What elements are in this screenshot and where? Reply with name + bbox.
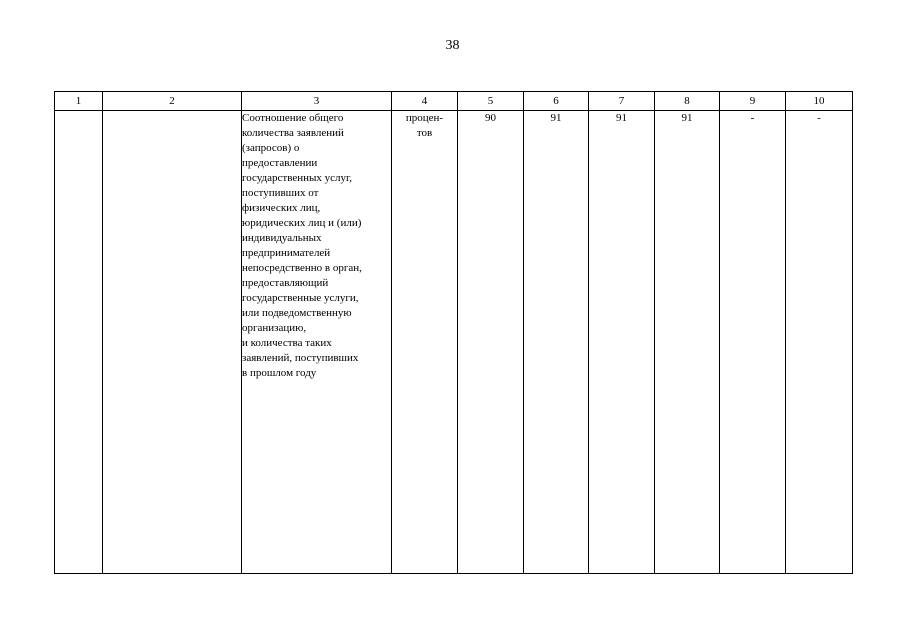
indicator-description-cell: Соотношение общего количества заявлений (запросов) о предоставлении государственных услуг, поступивших от физических лиц, юридических лиц и (или) индивидуальных предпринимателей непосредственно в орган, предоставляющий государственные услуги, или подведомственную организацию, и количества таких заявлений, поступивших в прошлом году — [242, 111, 392, 574]
column-header: 5 — [458, 92, 524, 111]
row-number-cell — [55, 111, 103, 574]
unit-cell: процен- тов — [392, 111, 458, 574]
column-header: 1 — [55, 92, 103, 111]
value-cell: 91 — [524, 111, 589, 574]
column-header: 7 — [589, 92, 655, 111]
column-header: 9 — [720, 92, 786, 111]
page-number: 38 — [445, 38, 460, 53]
indicator-name-cell — [103, 111, 242, 574]
value-cell: 91 — [655, 111, 720, 574]
table-row — [55, 111, 853, 574]
column-header: 4 — [392, 92, 458, 111]
value-cell: 90 — [458, 111, 524, 574]
table-header-row — [55, 92, 853, 111]
column-header: 8 — [655, 92, 720, 111]
column-header: 6 — [524, 92, 589, 111]
column-header: 2 — [103, 92, 242, 111]
value-cell: - — [720, 111, 786, 574]
indicator-table — [54, 91, 853, 574]
value-cell: 91 — [589, 111, 655, 574]
column-header: 3 — [242, 92, 392, 111]
value-cell: - — [786, 111, 853, 574]
column-header: 10 — [786, 92, 853, 111]
